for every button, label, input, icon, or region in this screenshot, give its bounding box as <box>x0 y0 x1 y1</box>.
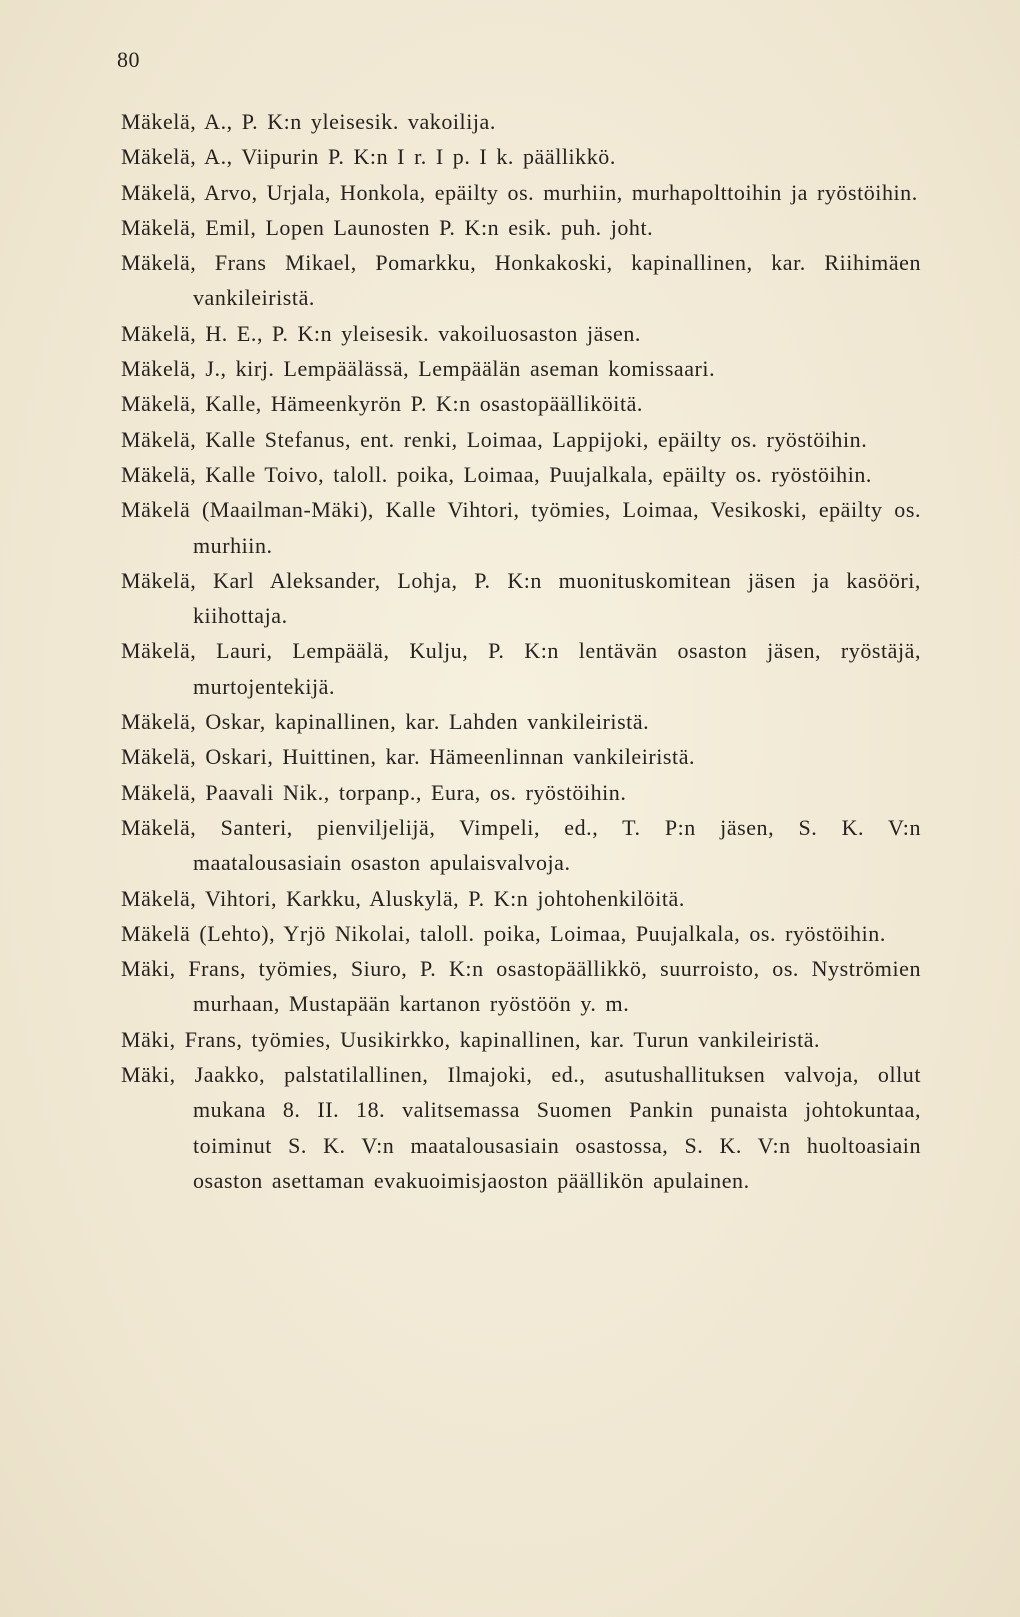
entry: Mäkelä, Karl Aleksander, Lohja, P. K:n muonituskomitean jäsen ja kasööri, kiihottaja. <box>121 567 921 629</box>
entry: Mäkelä, Vihtori, Karkku, Aluskylä, P. K:n johtohenkilöitä. <box>121 885 685 911</box>
entry: Mäkelä, Frans Mikael, Pomarkku, Honkakoski, kapinallinen, kar. Riihimäen vankileiristä. <box>121 250 921 311</box>
entry: Mäkelä, Lauri, Lempäälä, Kulju, P. K:n lentävän osaston jäsen, ryöstäjä, murtojentekijä. <box>121 638 921 699</box>
entry: Mäkelä, Kalle Toivo, taloll. poika, Loimaa, Puujalkala, epäilty os. ryöstöihin. <box>121 461 872 487</box>
entry: Mäkelä, Oskari, Huittinen, kar. Hämeenlinnan vankileiristä. <box>121 744 696 770</box>
entry: Mäki, Frans, työmies, Siuro, P. K:n osastopäällikkö, suurroisto, os. Nyströmien murhaan, Mustapään kartanon ryöstöön y. m. <box>121 956 921 1017</box>
entry: Mäkelä, H. E., P. K:n yleisesik. vakoiluosaston jäsen. <box>121 320 641 346</box>
entry: Mäkelä, Kalle, Hämeenkyrön P. K:n osastopäälliköitä. <box>121 391 643 417</box>
entry: Mäkelä, A., P. K:n yleisesik. vakoilija. <box>121 109 496 134</box>
entry-list <box>121 104 921 1198</box>
entry: Mäkelä, A., Viipurin P. K:n I r. I p. I k. päällikkö. <box>121 144 616 170</box>
entry: Mäkelä (Maailman-Mäki), Kalle Vihtori, työmies, Loimaa, Vesikoski, epäilty os. murhiin. <box>121 497 921 558</box>
entry: Mäkelä, Oskar, kapinallinen, kar. Lahden vankileiristä. <box>121 709 650 735</box>
entry: Mäki, Jaakko, palstatilallinen, Ilmajoki, ed., asutushallituksen valvoja, ollut mukana 8. II. 18. valitsemassa Suomen Pankin punaista johtokuntaa, toiminut S. K. V:n maatalousasiain osastossa, S. K. V:n huoltoasiain osaston asettaman evakuoimisjaoston päällikön apulainen. <box>121 1062 921 1193</box>
entry: Mäkelä, Paavali Nik., torpanp., Eura, os. ryöstöihin. <box>121 779 627 805</box>
page-number: 80 <box>117 47 140 72</box>
entry: Mäki, Frans, työmies, Uusikirkko, kapinallinen, kar. Turun vankileiristä. <box>121 1026 821 1052</box>
entry: Mäkelä, Kalle Stefanus, ent. renki, Loimaa, Lappijoki, epäilty os. ryöstöihin. <box>121 426 868 452</box>
entry: Mäkelä, J., kirj. Lempäälässä, Lempäälän aseman komissaari. <box>121 356 716 382</box>
entry: Mäkelä, Arvo, Urjala, Honkola, epäilty os. murhiin, murhapolttoihin ja ryöstöihin. <box>121 179 918 205</box>
entry: Mäkelä, Santeri, pienviljelijä, Vimpeli, ed., T. P:n jäsen, S. K. V:n maatalousasiain osaston apulaisvalvoja. <box>121 814 921 876</box>
entry: Mäkelä (Lehto), Yrjö Nikolai, taloll. poika, Loimaa, Puujalkala, os. ryöstöihin. <box>121 920 886 946</box>
entry: Mäkelä, Emil, Lopen Launosten P. K:n esik. puh. joht. <box>121 214 654 240</box>
